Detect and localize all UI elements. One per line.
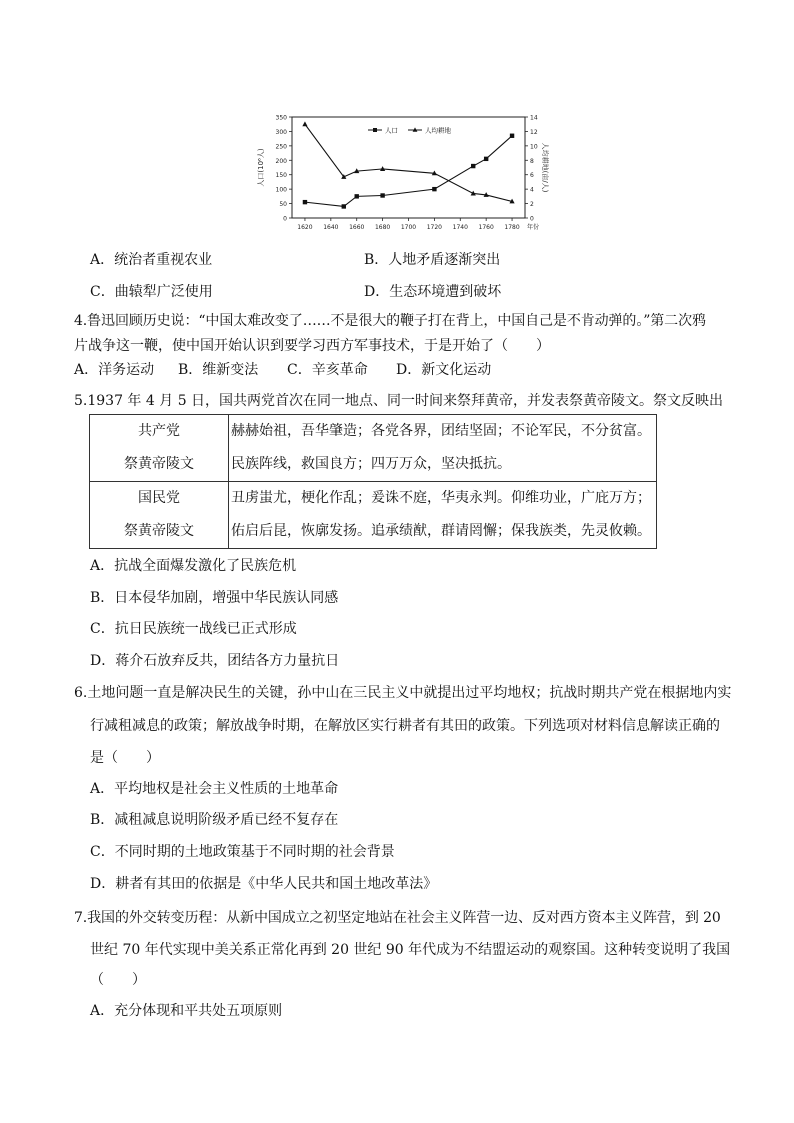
q6-option-c[interactable]: C．不同时期的土地政策基于不同时期的社会背景	[90, 844, 395, 860]
x-tick-label: 1780	[504, 224, 520, 231]
y-right-tick-label: 0	[530, 215, 534, 223]
population-farmland-chart	[250, 105, 550, 240]
x-tick-label: 1760	[478, 224, 494, 231]
y-left-tick-label: 50	[279, 201, 287, 209]
q5-option-c[interactable]: C．抗日民族统一战线已正式形成	[90, 621, 297, 637]
population-point	[355, 194, 359, 198]
q4-option-a[interactable]: A．洋务运动	[74, 362, 155, 378]
table-label-kmt	[90, 482, 229, 549]
q4-stem-line2: 片战争这一鞭，使中国开始认识到要学习西方军事技术，于是开始了（ ）	[74, 338, 550, 354]
legend-population-label: 人口	[385, 126, 398, 135]
legend-population-marker	[373, 128, 377, 132]
q7-stem-line3: （ ）	[90, 972, 146, 988]
q6-stem-line3: 是（ ）	[90, 750, 160, 766]
q7-stem-line1: 7.我国的外交转变历程：从新中国成立之初坚定地站在社会主义阵营一边、反对西方资本主义阵营，到 20	[74, 910, 721, 926]
table-label-cpc	[90, 415, 229, 482]
chart-series	[302, 121, 514, 208]
q6-option-b[interactable]: B．减租减息说明阶级矛盾已经不复存在	[90, 812, 339, 828]
y-left-tick-label: 200	[275, 157, 287, 165]
y-left-tick-label: 250	[275, 143, 287, 151]
table-row-cpc	[90, 415, 657, 482]
y-left-tick-label: 300	[275, 128, 287, 136]
y-right-tick-label: 8	[530, 157, 534, 165]
table-text-kmt	[229, 482, 657, 549]
q6-stem-line2: 行减租减息的政策；解放战争时期，在解放区实行耕者有其田的政策。下列选项对材料信息解读正确的	[90, 718, 720, 734]
text-line: 佑启后昆，恢廓发扬。追承绩猷，群请罔懈；保我族类，先灵攸赖。	[231, 523, 651, 539]
x-tick-label: 1720	[426, 224, 443, 231]
chart-axes	[256, 115, 550, 232]
text-line: 民族阵线，救国良方；四万万众，坚决抵抗。	[231, 456, 511, 472]
y-right-tick-label: 2	[530, 201, 534, 209]
farmland-point	[380, 166, 385, 171]
farmland-point	[302, 121, 307, 126]
q5-option-a[interactable]: A．抗战全面爆发激化了民族危机	[90, 558, 297, 574]
chart-legend	[368, 126, 452, 135]
series-line-farmland	[305, 124, 512, 201]
q4-option-b[interactable]: B．维新变法	[178, 362, 259, 378]
population-point	[380, 193, 384, 197]
y-right-tick-label: 12	[530, 128, 538, 136]
x-tick-label: 1640	[323, 224, 339, 231]
population-point	[303, 200, 307, 204]
text-line: 丑虏蚩尤，梗化作乱；爰诛不庭，华夷永判。仰维功业，广庇万方；	[231, 490, 651, 506]
y-left-tick-label: 350	[275, 114, 287, 122]
y-left-axis-label: 人口(10⁶人)	[257, 148, 265, 187]
y-right-axis-label: 人均耕地(亩/人)	[541, 142, 549, 193]
table-text-cpc	[229, 415, 657, 482]
q3-option-a[interactable]: A．统治者重视农业	[90, 252, 213, 268]
label-line: 祭黄帝陵文	[124, 523, 194, 539]
population-point	[471, 164, 475, 168]
q6-option-d[interactable]: D．耕者有其田的依据是《中华人民共和国土地改革法》	[90, 876, 438, 892]
y-right-tick-label: 14	[530, 114, 538, 122]
x-tick-label: 1660	[349, 224, 365, 231]
text-line: 赫赫始祖，吾华肇造；各党各界，团结坚固；不论军民，不分贫富。	[231, 423, 651, 439]
population-point	[510, 134, 514, 138]
label-line: 共产党	[138, 423, 180, 439]
q4-option-c[interactable]: C．辛亥革命	[287, 362, 368, 378]
table-row-kmt	[90, 482, 657, 549]
population-point	[484, 157, 488, 161]
q7-stem-line2: 世纪 70 年代实现中美关系正常化再到 20 世纪 90 年代成为不结盟运动的观察国。这种转变说明了我国	[90, 942, 731, 958]
q6-option-a[interactable]: A．平均地权是社会主义性质的土地革命	[90, 781, 339, 797]
q3-option-c[interactable]: C．曲辕犁广泛使用	[90, 284, 213, 300]
x-tick-label: 1700	[400, 224, 417, 231]
q5-comparison-table	[89, 414, 657, 549]
label-line: 国民党	[138, 490, 180, 506]
population-point	[342, 204, 346, 208]
q5-option-d[interactable]: D．蒋介石放弃反共，团结各方力量抗日	[90, 653, 340, 669]
q5-stem: 5.1937 年 4 月 5 日，国共两党首次在同一地点、同一时间来祭拜黄帝，并发表祭黄帝陵文。祭文反映出	[74, 393, 724, 409]
q4-option-d[interactable]: D．新文化运动	[396, 362, 492, 378]
population-point	[432, 187, 436, 191]
plot-frame	[292, 117, 525, 218]
q6-stem-line1: 6.土地问题一直是解决民生的关键，孙中山在三民主义中就提出过平均地权；抗战时期共产党在根据地内实	[74, 685, 732, 701]
y-left-tick-label: 100	[275, 186, 287, 194]
label-line: 祭黄帝陵文	[124, 456, 194, 472]
x-tick-label: 1740	[452, 224, 468, 231]
q3-option-d[interactable]: D．生态环境遭到破坏	[364, 284, 502, 300]
y-right-tick-label: 4	[530, 186, 534, 194]
q7-option-a[interactable]: A．充分体现和平共处五项原则	[90, 1003, 283, 1019]
x-tick-label: 1620	[297, 224, 313, 231]
x-tick-label: 1680	[374, 224, 391, 231]
y-left-tick-label: 0	[283, 215, 287, 223]
q3-option-b[interactable]: B．人地矛盾逐渐突出	[364, 252, 501, 268]
q4-stem-line1: 4.鲁迅回顾历史说：“中国太难改变了……不是很大的鞭子打在背上，中国自己是不肯动弹的。”第二次鸦	[74, 313, 706, 329]
x-axis-label: 年份	[527, 224, 540, 231]
y-right-tick-label: 10	[530, 143, 538, 151]
y-right-tick-label: 6	[530, 172, 534, 180]
q5-option-b[interactable]: B．日本侵华加剧，增强中华民族认同感	[90, 590, 339, 606]
y-left-tick-label: 150	[275, 172, 287, 180]
legend-farmland-label: 人均耕地	[425, 126, 451, 135]
